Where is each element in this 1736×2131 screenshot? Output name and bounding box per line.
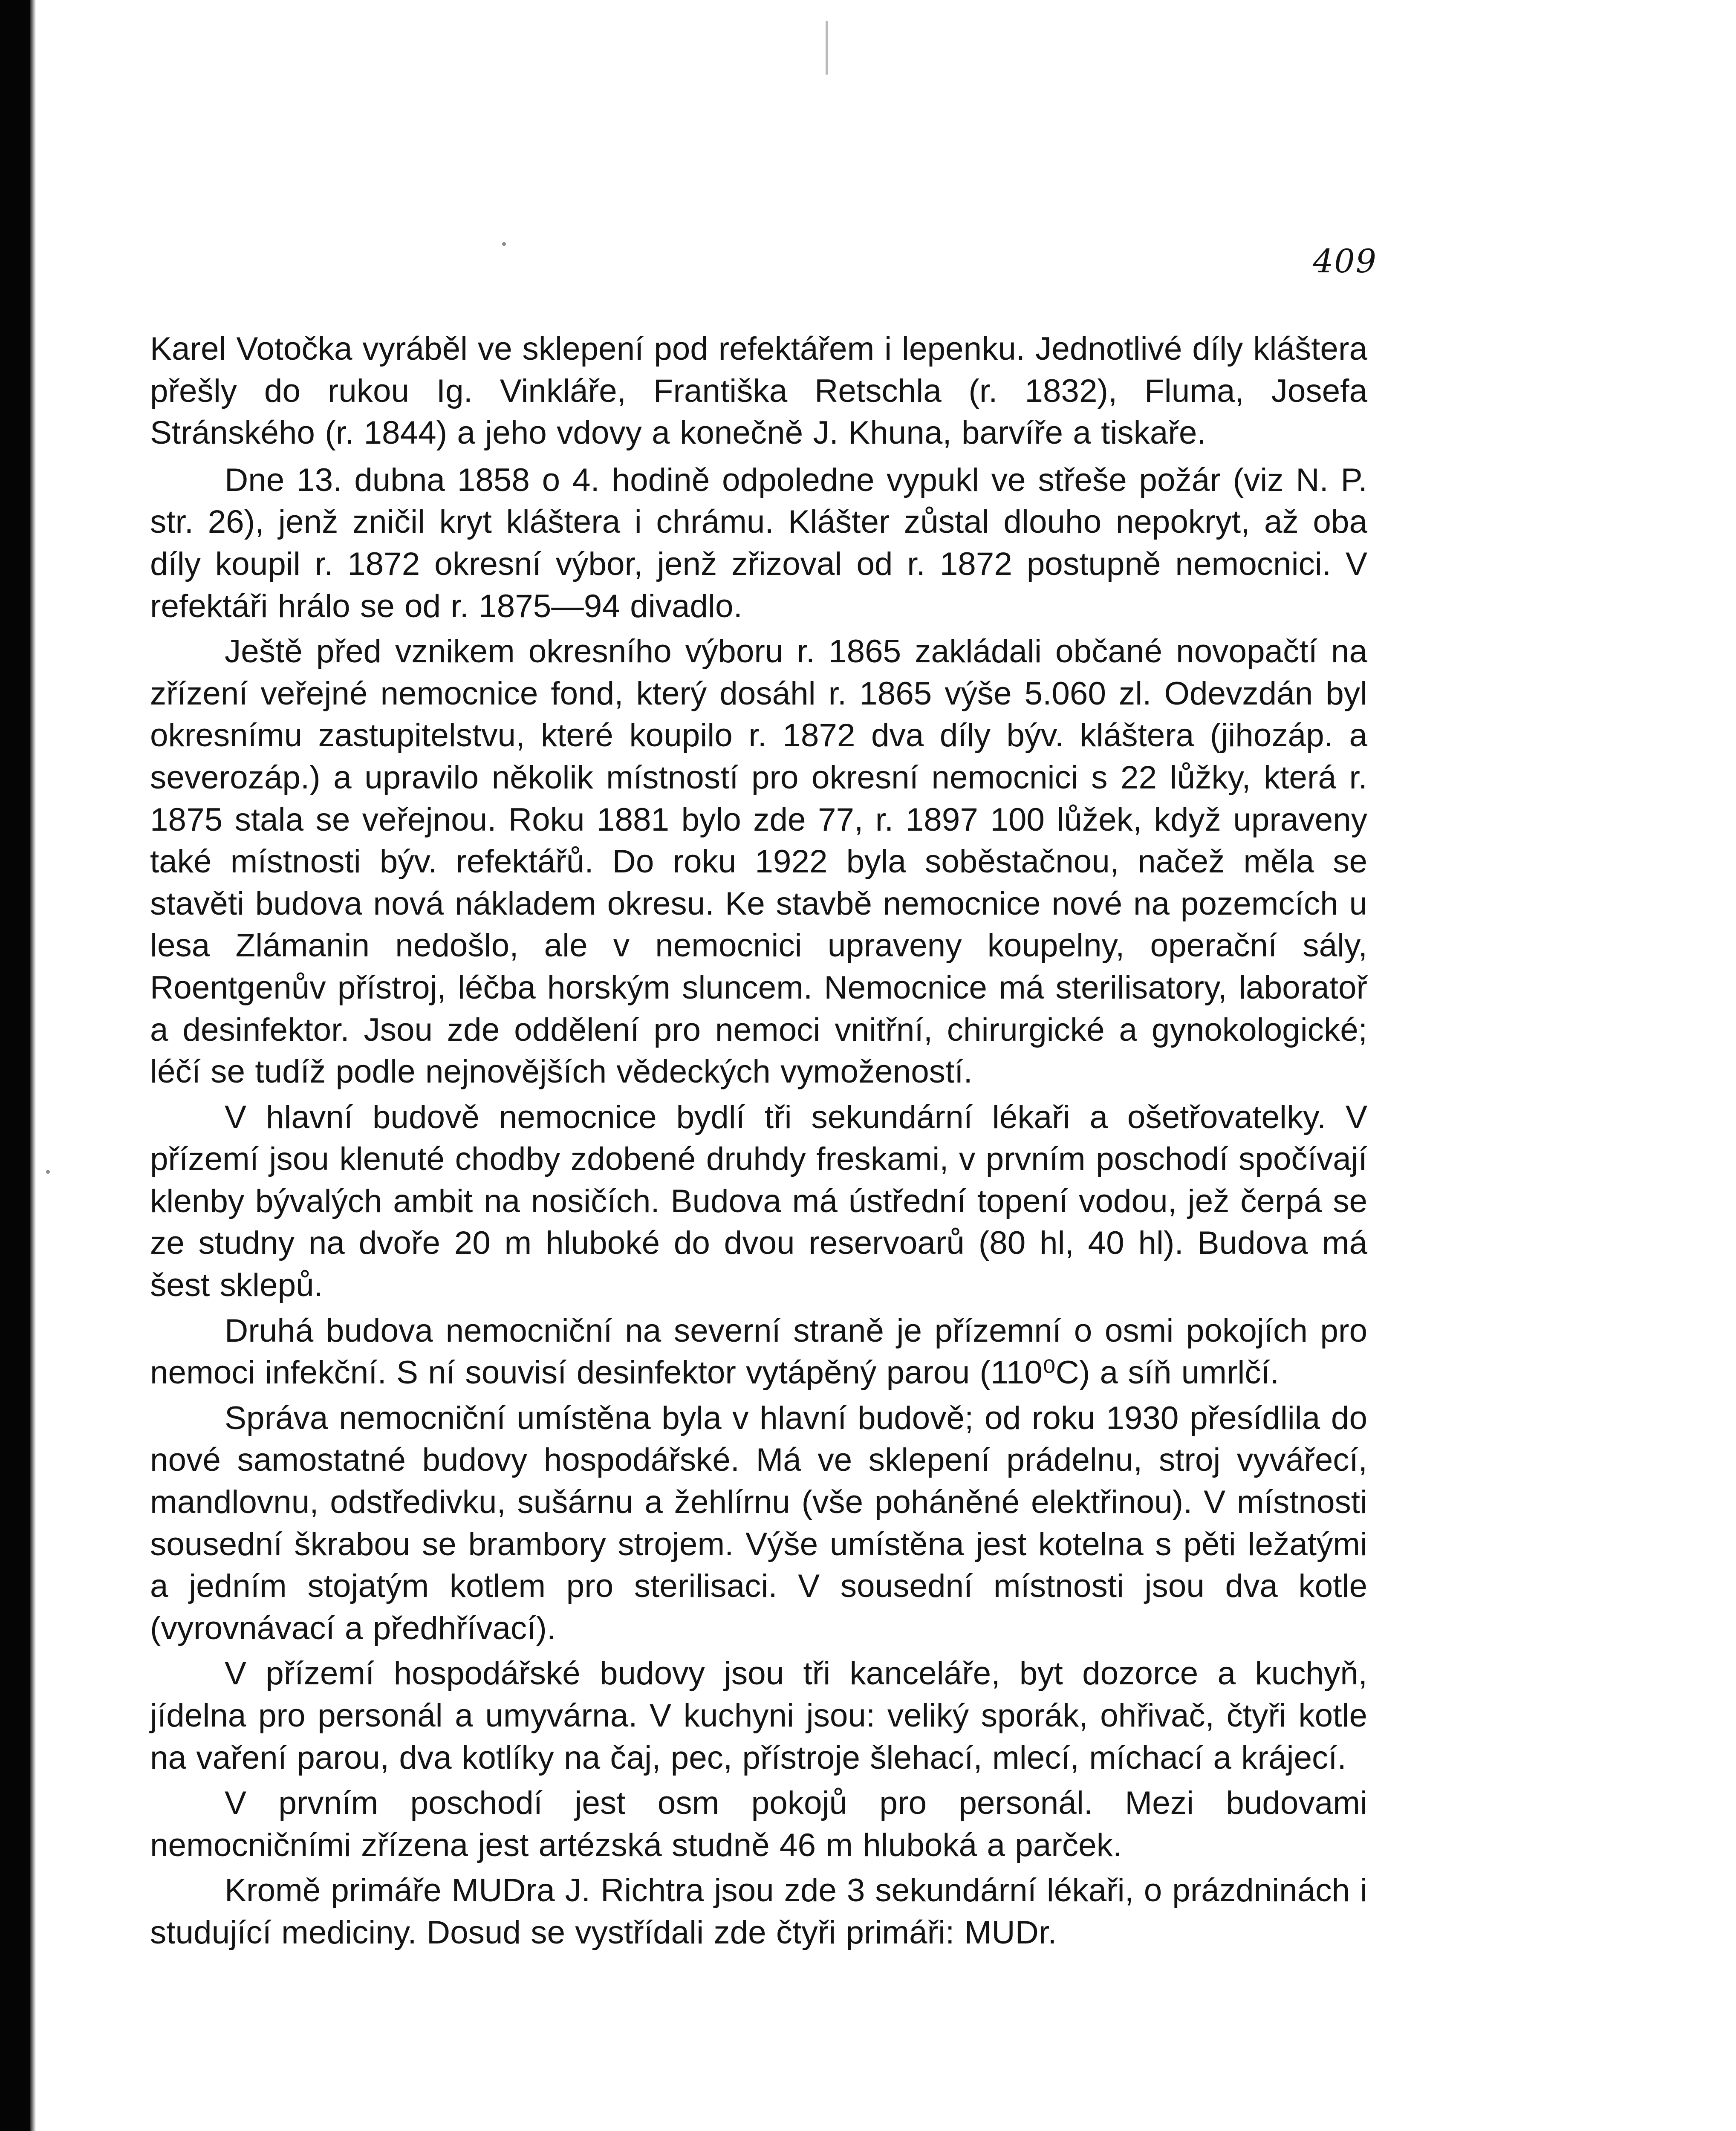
scan-mark <box>826 21 828 75</box>
page-number: 409 <box>1312 242 1377 280</box>
paragraph: Druhá budova nemocniční na severní straně je přízemní o osmi pokojích pro nemoci infekční. S ní souvisí desinfektor vytápěný parou (110⁰C) a síň umrlčí. <box>150 1312 1367 1391</box>
scan-speck <box>46 1170 50 1174</box>
scan-border <box>0 0 35 2131</box>
paragraph: V hlavní budově nemocnice bydlí tři sekundární lékaři a ošetřovatelky. V přízemí jsou klenuté chodby zdobené druhdy freskami, v prvním poschodí spočívají klenby bývalých ambit na nosičích. Budova má ústřední topení vodou, jež čerpá se ze studny na dvoře 20 m hluboké do dvou reservoarů (80 hl, 40 hl). Budova má šest sklepů. <box>150 1099 1367 1304</box>
paragraph: Správa nemocniční umístěna byla v hlavní budově; od roku 1930 přesídlila do nové samostatné budovy hospodářské. Má ve sklepení prádelnu, stroj vyvářecí, mandlovnu, odstředivku, sušárnu a žehlírnu (vše poháněné elektřinou). V místnosti sousední škrabou se brambory strojem. Výše umístěna jest kotelna s pěti ležatými a jedním stojatým kotlem pro sterilisaci. V sousední místnosti jsou dva kotle (vyrovnávací a předhřívací). <box>150 1400 1367 1646</box>
paragraph: V přízemí hospodářské budovy jsou tři kanceláře, byt dozorce a kuchyň, jídelna pro personál a umyvárna. V kuchyni jsou: veliký sporák, ohřivač, čtyři kotle na vaření parou, dva kotlíky na čaj, pec, přístroje šlehací, mlecí, míchací a krájecí. <box>150 1655 1367 1776</box>
paragraph: V prvním poschodí jest osm pokojů pro personál. Mezi budovami nemocničními zřízena jest artézská studně 46 m hluboká a parček. <box>150 1785 1367 1863</box>
body-text <box>150 328 1367 1958</box>
paragraph: Dne 13. dubna 1858 o 4. hodině odpoledne vypukl ve střeše požár (viz N. P. str. 26), jenž zničil kryt kláštera i chrámu. Klášter zůstal dlouho nepokryt, až oba díly koupil r. 1872 okresní výbor, jenž zřizoval od r. 1872 postupně nemocnici. V refektáři hrálo se od r. 1875—94 divadlo. <box>150 462 1367 624</box>
paragraph: Kromě primáře MUDra J. Richtra jsou zde 3 sekundární lékaři, o prázdninách i studující mediciny. Dosud se vystřídali zde čtyři primáři: MUDr. <box>150 1872 1367 1951</box>
scan-speck <box>502 242 506 246</box>
paragraph: Ještě před vznikem okresního výboru r. 1865 zakládali občané novopačtí na zřízení veřejné nemocnice fond, který dosáhl r. 1865 výše 5.060 zl. Odevzdán byl okresnímu zastupitelstvu, které koupilo r. 1872 dva díly býv. kláštera (jihozáp. a severozáp.) a upravilo několik místností pro okresní nemocnici s 22 lůžky, která r. 1875 stala se veřejnou. Roku 1881 bylo zde 77, r. 1897 100 lůžek, když upraveny také místnosti býv. refektářů. Do roku 1922 byla soběstačnou, načež měla se stavěti budova nová nákladem okresu. Ke stavbě nemocnice nové na pozemcích u lesa Zlámanin nedošlo, ale v nemocnici upraveny koupelny, operační sály, Roentgenův přístroj, léčba horským sluncem. Nemocnice má sterilisatory, laboratoř a desinfektor. Jsou zde oddělení pro nemoci vnitřní, chirurgické a gynokologické; léčí se tudíž podle nejnovějších vědeckých vymožeností. <box>150 633 1367 1090</box>
paragraph: Karel Votočka vyráběl ve sklepení pod refektářem i lepenku. Jednotlivé díly kláštera přešly do rukou Ig. Vinkláře, Františka Retschla (r. 1832), Fluma, Josefa Stránského (r. 1844) a jeho vdovy a konečně J. Khuna, barvíře a tiskaře. <box>150 331 1367 451</box>
